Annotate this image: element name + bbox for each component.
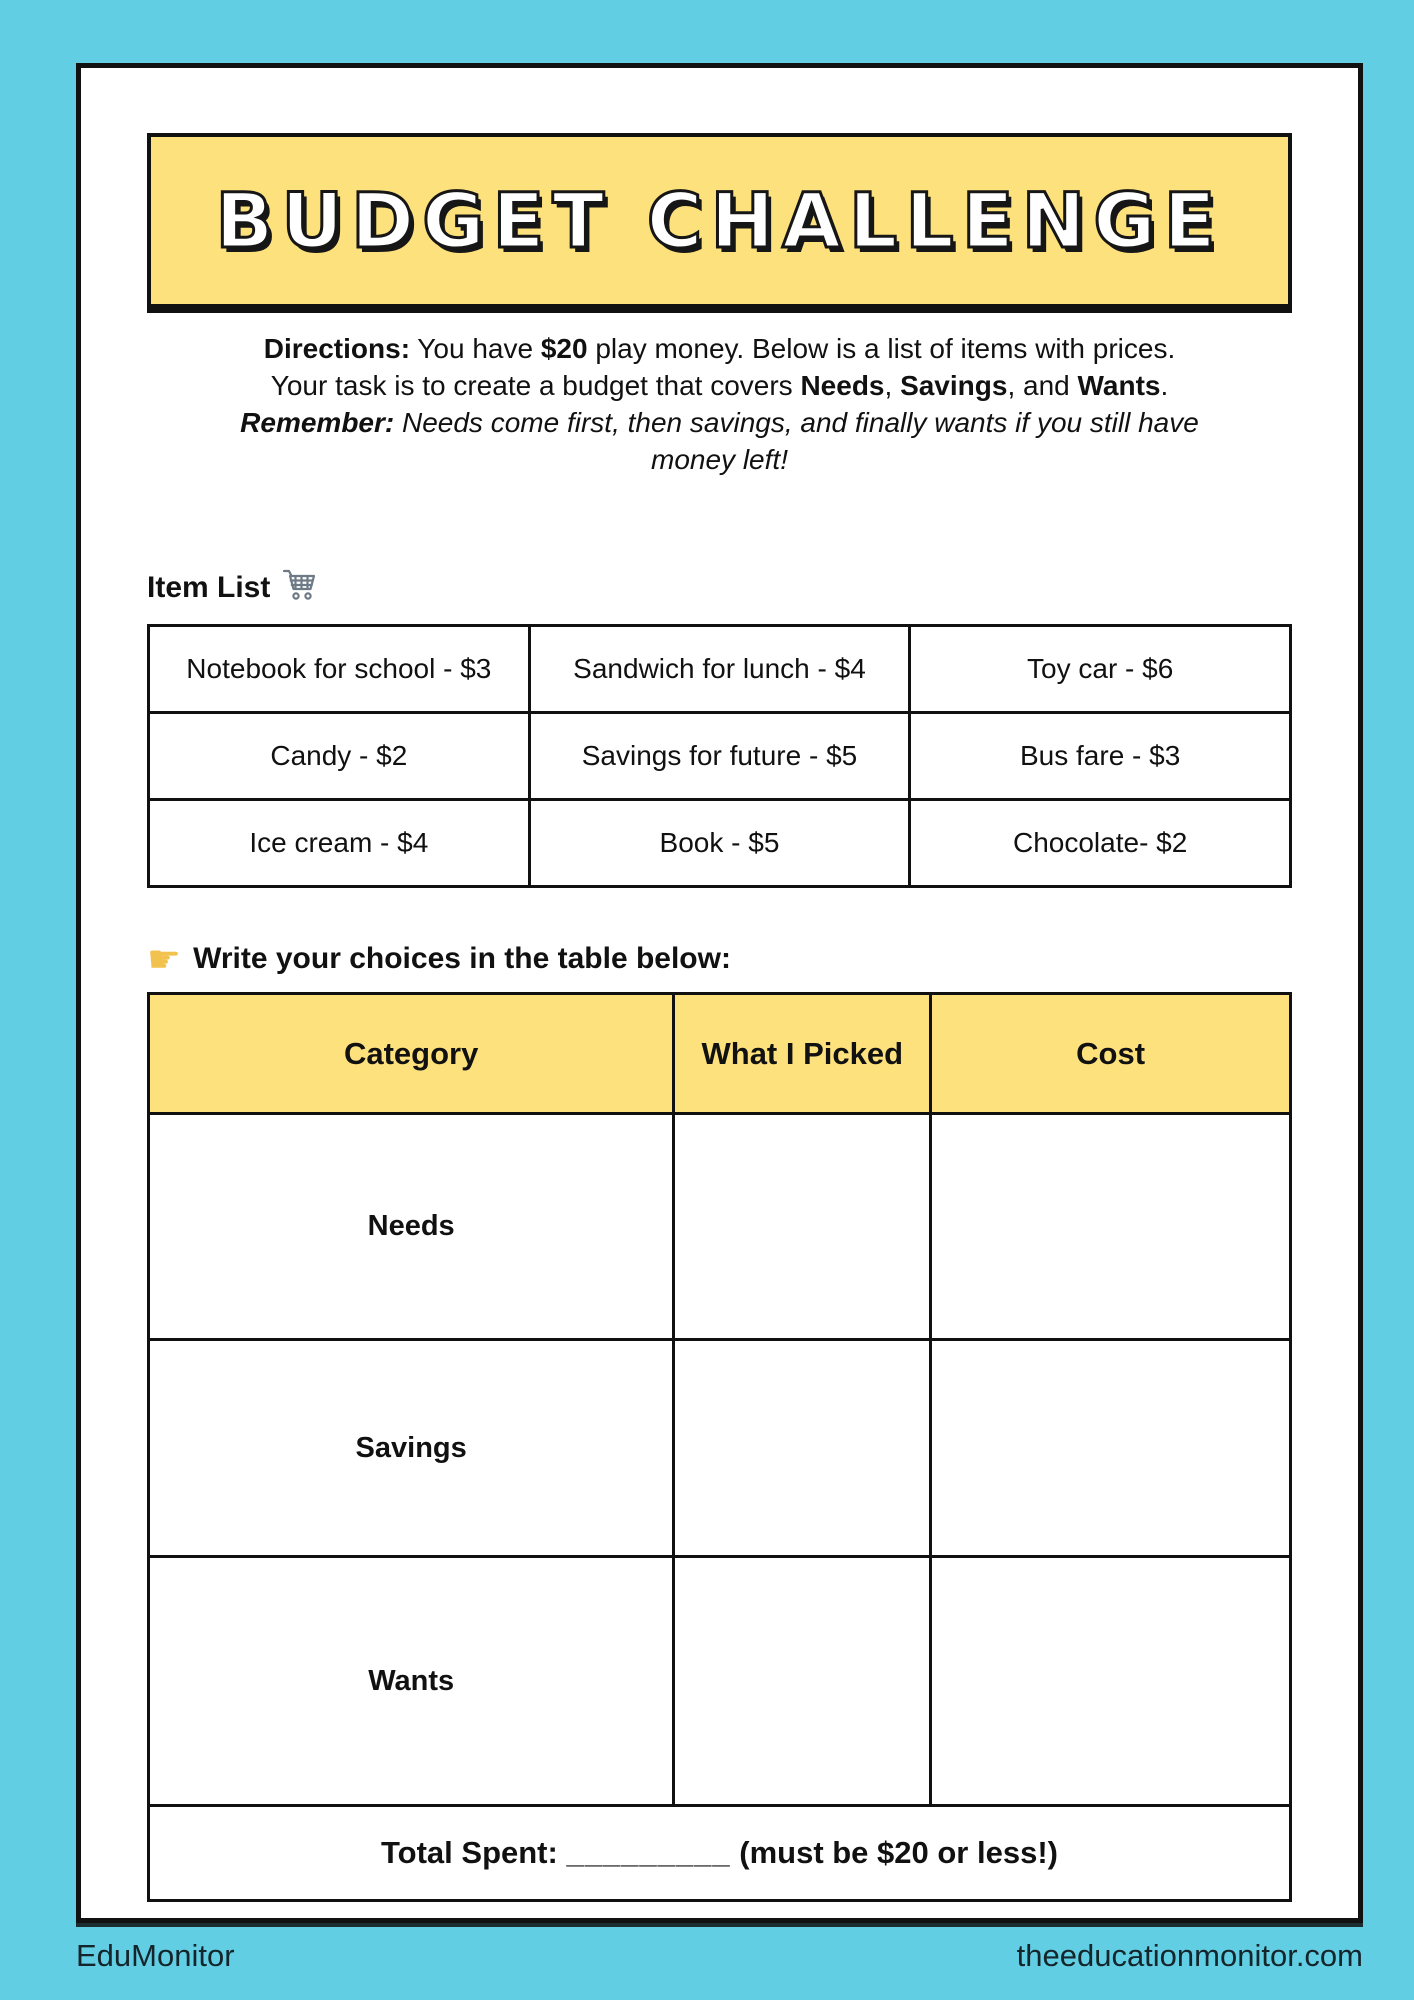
total-spent-blank[interactable]: _________ (566, 1835, 731, 1870)
item-cell: Savings for future - $5 (529, 713, 910, 800)
item-cell: Chocolate- $2 (910, 800, 1291, 887)
pointing-finger-icon: ☛ (147, 937, 182, 981)
savings-cost-cell[interactable] (931, 1340, 1291, 1557)
column-header-picked: What I Picked (674, 994, 931, 1114)
choices-heading-text: Write your choices in the table below: (193, 942, 731, 975)
item-row (149, 626, 1291, 713)
total-spent-note: (must be $20 or less!) (739, 1835, 1058, 1870)
amount-highlight: $20 (540, 333, 588, 364)
wants-picked-cell[interactable] (674, 1557, 931, 1806)
column-header-cost: Cost (931, 994, 1291, 1114)
needs-cost-cell[interactable] (931, 1114, 1291, 1340)
item-cell: Toy car - $6 (910, 626, 1291, 713)
row-label-wants: Wants (149, 1557, 674, 1806)
choices-table (147, 992, 1292, 1902)
total-row (149, 1806, 1291, 1901)
footer (76, 1938, 1363, 1974)
column-header-category: Category (149, 994, 674, 1114)
website-url: theeducationmonitor.com (1016, 1938, 1363, 1973)
wants-cost-cell[interactable] (931, 1557, 1291, 1806)
table-row-wants (149, 1557, 1291, 1806)
choices-heading (147, 937, 1292, 981)
item-cell: Sandwich for lunch - $4 (529, 626, 910, 713)
table-row-savings (149, 1340, 1291, 1557)
shopping-cart-icon (282, 566, 318, 610)
brand-name: EduMonitor (76, 1938, 235, 1973)
item-cell: Book - $5 (529, 800, 910, 887)
title-banner (147, 133, 1292, 308)
item-row (149, 800, 1291, 887)
table-row-needs (149, 1114, 1291, 1340)
item-list-table (147, 624, 1292, 888)
item-cell: Ice cream - $4 (149, 800, 530, 887)
directions-label: Directions: (263, 333, 411, 364)
choices-header-row (149, 994, 1291, 1114)
item-cell: Notebook for school - $3 (149, 626, 530, 713)
directions-text: Directions: You have $20 play money. Below is a list of items with prices. Your task is to create a budget that covers Needs, Savings, and Wants. Remember: Needs come first, then savings, and finally wants if you still have money left! (240, 333, 1199, 475)
total-spent-cell (149, 1806, 1291, 1901)
item-cell: Bus fare - $3 (910, 713, 1291, 800)
remember-label: Remember: (240, 407, 395, 438)
total-spent-label: Total Spent: (381, 1835, 558, 1870)
worksheet-page (76, 63, 1363, 1923)
item-list-heading (147, 566, 1292, 610)
savings-picked-cell[interactable] (674, 1340, 931, 1557)
item-list-title: Item List (147, 571, 271, 604)
page-title: BUDGET CHALLENGE (215, 176, 1224, 265)
item-cell: Candy - $2 (149, 713, 530, 800)
item-row (149, 713, 1291, 800)
row-label-needs: Needs (149, 1114, 674, 1340)
needs-picked-cell[interactable] (674, 1114, 931, 1340)
row-label-savings: Savings (149, 1340, 674, 1557)
